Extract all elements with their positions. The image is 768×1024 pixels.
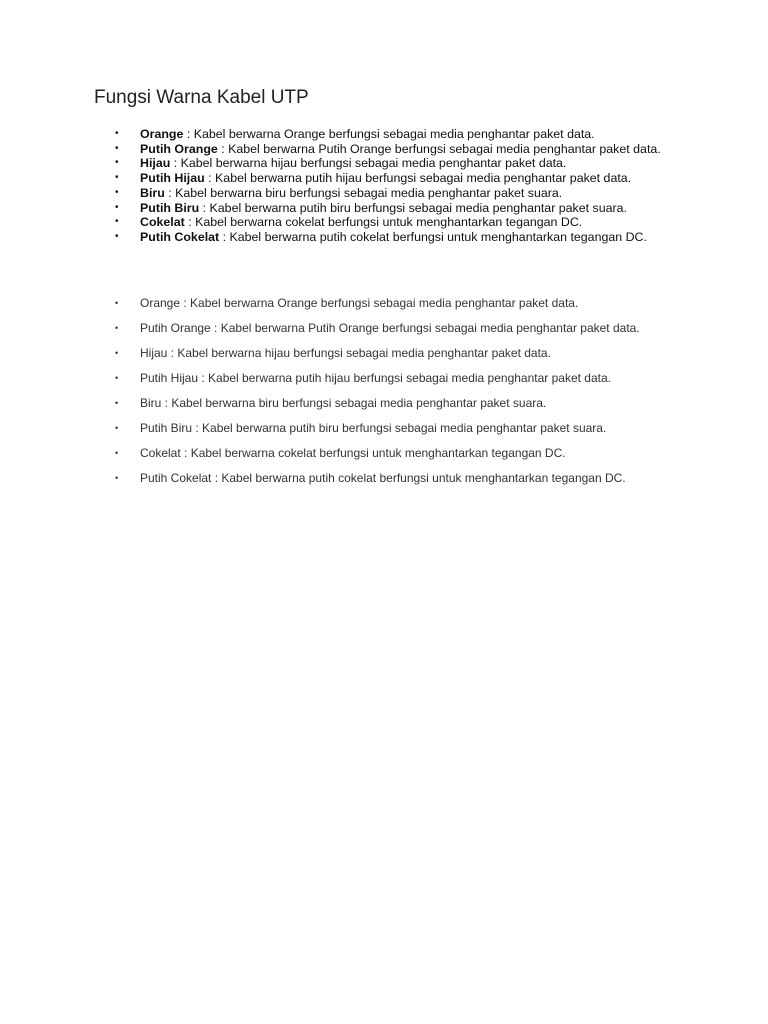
list-item [115,127,675,142]
list-item-text: Putih Orange : Kabel berwarna Putih Orange berfungsi sebagai media penghantar paket data. [140,321,640,335]
list-item [115,419,675,437]
list-item-description: : Kabel berwarna Putih Orange berfungsi sebagai media penghantar paket data. [217,141,661,156]
list-item-term: Biru [140,185,165,200]
list-item [115,156,675,171]
list-item-text: Hijau : Kabel berwarna hijau berfungsi sebagai media penghantar paket data. [140,346,551,360]
bullet-icon: • [115,473,119,483]
list-item-term: Cokelat [140,215,185,230]
list-item-description: : Kabel berwarna biru berfungsi sebagai media penghantar paket suara. [164,185,563,200]
list-item [115,200,675,216]
list-item [115,215,675,230]
bullet-icon: • [115,216,119,228]
bullet-icon: • [115,448,119,458]
list-item [115,469,675,487]
bullet-icon: • [115,157,119,169]
list-item-term: Putih Biru [140,200,200,215]
bullet-icon: • [115,298,119,308]
list-item [115,141,675,157]
plain-text-list [115,294,675,494]
list-item [115,185,675,201]
list-item-text: Putih Hijau : Kabel berwarna putih hijau berfungsi sebagai media penghantar paket data. [140,371,611,385]
list-item-description: : Kabel berwarna putih cokelat berfungsi untuk menghantarkan tegangan DC. [219,229,647,244]
list-item-text: Cokelat : Kabel berwarna cokelat berfungsi untuk menghantarkan tegangan DC. [140,446,566,460]
bullet-icon: • [115,423,119,433]
list-item [115,229,675,245]
bullet-icon: • [115,128,119,139]
list-item-term: Putih Cokelat [140,229,220,244]
bold-term-list [115,127,675,245]
list-item-term: Hijau [140,156,171,171]
document-title: Fungsi Warna Kabel UTP [94,87,309,108]
list-item [115,171,675,186]
list-item-description: : Kabel berwarna putih biru berfungsi sebagai media penghantar paket suara. [199,200,627,215]
bullet-icon: • [115,348,119,358]
list-item-description: : Kabel berwarna Orange berfungsi sebagai media penghantar paket data. [183,127,595,141]
list-item-text: Putih Cokelat : Kabel berwarna putih cokelat berfungsi untuk menghantarkan tegangan DC. [140,471,626,485]
bullet-icon: • [115,398,119,408]
bullet-icon: • [115,323,119,333]
list-item [115,369,675,387]
list-item [115,394,675,412]
bullet-icon: • [115,201,119,213]
list-item [115,294,675,312]
list-item-term: Putih Orange [140,141,218,156]
list-item-term: Orange [140,127,184,141]
list-item-description: : Kabel berwarna cokelat berfungsi untuk menghantarkan tegangan DC. [184,215,583,230]
list-item-text: Putih Biru : Kabel berwarna putih biru berfungsi sebagai media penghantar paket suara. [140,421,607,435]
list-item-description: : Kabel berwarna putih hijau berfungsi sebagai media penghantar paket data. [204,171,632,186]
bullet-icon: • [115,172,119,184]
list-item-term: Putih Hijau [140,171,205,186]
list-item [115,444,675,462]
bullet-icon: • [115,230,119,242]
list-item [115,319,675,337]
list-item-text: Orange : Kabel berwarna Orange berfungsi sebagai media penghantar paket data. [140,296,579,310]
list-item-text: Biru : Kabel berwarna biru berfungsi sebagai media penghantar paket suara. [140,396,547,410]
list-item [115,344,675,362]
list-item-description: : Kabel berwarna hijau berfungsi sebagai media penghantar paket data. [170,156,567,171]
bullet-icon: • [115,373,119,383]
bullet-icon: • [115,186,119,198]
bullet-icon: • [115,142,119,154]
